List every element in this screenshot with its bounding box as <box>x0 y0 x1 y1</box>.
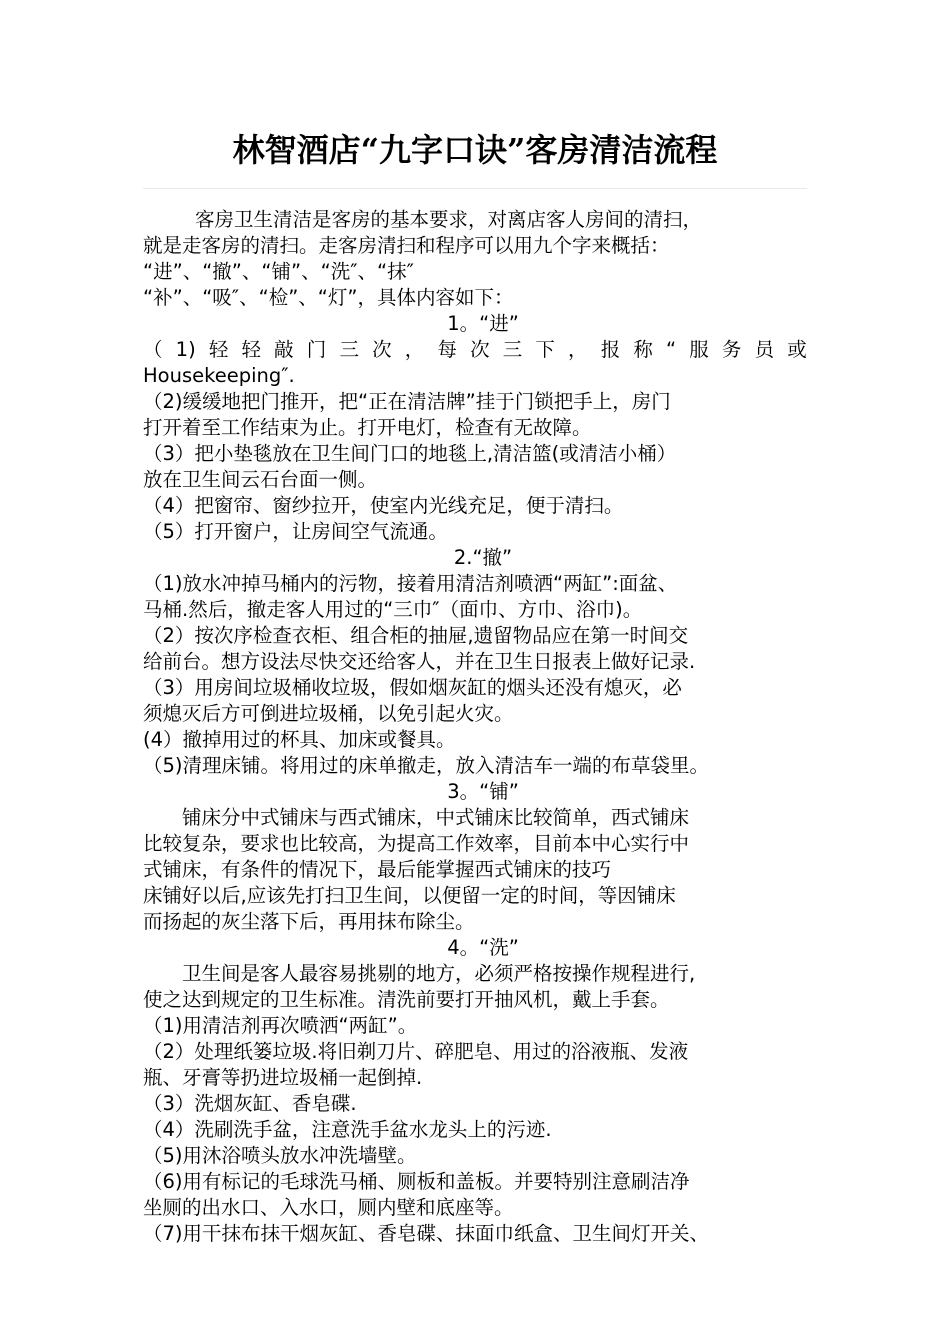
title-divider <box>143 188 807 189</box>
spread-char: 员 <box>754 338 775 361</box>
paragraph-line: 马桶.然后，撤走客人用过的“三巾″（面巾、方巾、浴巾)。 <box>143 598 643 621</box>
spread-char: 务 <box>721 338 742 361</box>
section-heading-pu: 3。“铺” <box>447 780 519 803</box>
paragraph-line: “补”、“吸″、“检”、“灯”，具体内容如下： <box>143 286 514 309</box>
paragraph-line: （1)用清洁剂再次喷洒“两缸”。 <box>143 1014 418 1037</box>
paragraph-line: 比较复杂，要求也比较高，为提高工作效率，目前本中心实行中 <box>143 832 690 855</box>
paragraph-line: “进”、“撤”、“铺”、“洗″、“抹″ <box>143 260 414 283</box>
spread-char: 每 <box>437 338 457 361</box>
paragraph-line: （5)用沐浴喷头放水冲洗墙壁。 <box>143 1144 417 1167</box>
spread-char: “ <box>666 338 677 361</box>
spread-char: 次 <box>470 338 490 361</box>
paragraph-line: 铺床分中式铺床与西式铺床，中式铺床比较简单，西式铺床 <box>182 806 690 829</box>
section-heading-che: 2.“撤” <box>453 546 513 569</box>
spread-char: （ <box>143 338 163 361</box>
paragraph-line: （5)清理床铺。将用过的床单撤走，放入清洁车一端的布草袋里。 <box>143 754 710 777</box>
paragraph-line: （7)用干抹布抹干烟灰缸、香皂碟、抹面巾纸盒、卫生间灯开关、 <box>143 1222 710 1245</box>
paragraph-line: 使之达到规定的卫生标准。清洗前要打开抽风机，戴上手套。 <box>143 988 670 1011</box>
spread-char: ， <box>404 338 425 361</box>
paragraph-line: 客房卫生清洁是客房的基本要求，对离店客人房间的清扫， <box>195 208 703 231</box>
document-body <box>143 207 843 1247</box>
spread-char: ， <box>568 338 588 361</box>
spread-line <box>143 337 807 363</box>
paragraph-line: 坐厕的出水口、入水口，厕内壁和底座等。 <box>143 1196 514 1219</box>
spread-char: 下 <box>535 338 555 361</box>
paragraph-line: （4）把窗帘、窗纱拉开，使室内光线充足，便于清扫。 <box>143 494 624 517</box>
paragraph-line: （3）洗烟灰缸、香皂碟. <box>143 1092 357 1115</box>
paragraph-line: 打开着至工作结束为止。打开电灯，检查有无故障。 <box>143 416 592 439</box>
paragraph-line: 而扬起的灰尘落下后，再用抹布除尘。 <box>143 910 475 933</box>
section-heading-xi: 4。“洗” <box>447 936 519 959</box>
spread-char: 敲 <box>274 338 294 361</box>
paragraph-line: （6)用有标记的毛球洗马桶、厕板和盖板。并要特别注意刷洁净 <box>143 1170 690 1193</box>
paragraph-line: （3）用房间垃圾桶收垃圾，假如烟灰缸的烟头还没有熄灭，必 <box>143 676 682 699</box>
spread-char: 门 <box>306 338 327 361</box>
spread-char: 次 <box>372 338 392 361</box>
paragraph-line: (4）撤掉用过的杯具、加床或餐具。 <box>143 728 456 751</box>
paragraph-line: 床铺好以后,应该先打扫卫生间，以便留一定的时间，等因铺床 <box>143 884 676 907</box>
section-heading-jin: 1。“进” <box>447 312 519 335</box>
spread-char: 三 <box>339 338 359 361</box>
paragraph-line: 就是走客房的清扫。走客房清扫和程序可以用九个字来概括： <box>143 234 670 257</box>
paragraph-line: （5）打开窗户，让房间空气流通。 <box>143 520 448 543</box>
paragraph-line: 式铺床，有条件的情况下，最后能掌握西式铺床的技巧 <box>143 858 612 881</box>
spread-char: 三 <box>502 338 523 361</box>
spread-char: 轻 <box>241 338 261 361</box>
spread-char: 1) <box>175 338 196 361</box>
spread-char: 称 <box>633 338 653 361</box>
paragraph-line: 卫生间是客人最容易挑剔的地方，必须严格按操作规程进行, <box>182 962 696 985</box>
paragraph-line: （2)缓缓地把门推开，把“正在清洁牌”挂于门锁把手上，房门 <box>143 390 671 413</box>
paragraph-line: 给前台。想方设法尽快交还给客人，并在卫生日报表上做好记录. <box>143 650 696 673</box>
spread-char: 轻 <box>208 338 229 361</box>
paragraph-line: 须熄灭后方可倒进垃圾桶，以免引起火灾。 <box>143 702 514 725</box>
paragraph-line: Housekeeping″. <box>143 364 295 387</box>
paragraph-line: （2）处理纸篓垃圾.将旧剃刀片、碎肥皂、用过的浴液瓶、发液 <box>143 1040 689 1063</box>
spread-char: 服 <box>689 338 709 361</box>
paragraph-line: （1)放水冲掉马桶内的污物，接着用清洁剂喷洒“两缸”:面盆、 <box>143 572 678 595</box>
paragraph-line: 瓶、牙膏等扔进垃圾桶一起倒掉. <box>143 1066 423 1089</box>
paragraph-line: 放在卫生间云石台面一侧。 <box>143 468 378 491</box>
spread-char: 或 <box>787 338 807 361</box>
spread-char: 报 <box>600 338 621 361</box>
paragraph-line: （2）按次序检查衣柜、组合柜的抽屉,遗留物品应在第一时间交 <box>143 624 689 647</box>
paragraph-line: （4）洗刷洗手盆，注意洗手盆水龙头上的污迹. <box>143 1118 552 1141</box>
page-title: 林智酒店“九字口诀”客房清洁流程 <box>232 131 718 169</box>
paragraph-line: （3）把小垫毯放在卫生间门口的地毯上,清洁篮(或清洁小桶） <box>143 442 677 465</box>
